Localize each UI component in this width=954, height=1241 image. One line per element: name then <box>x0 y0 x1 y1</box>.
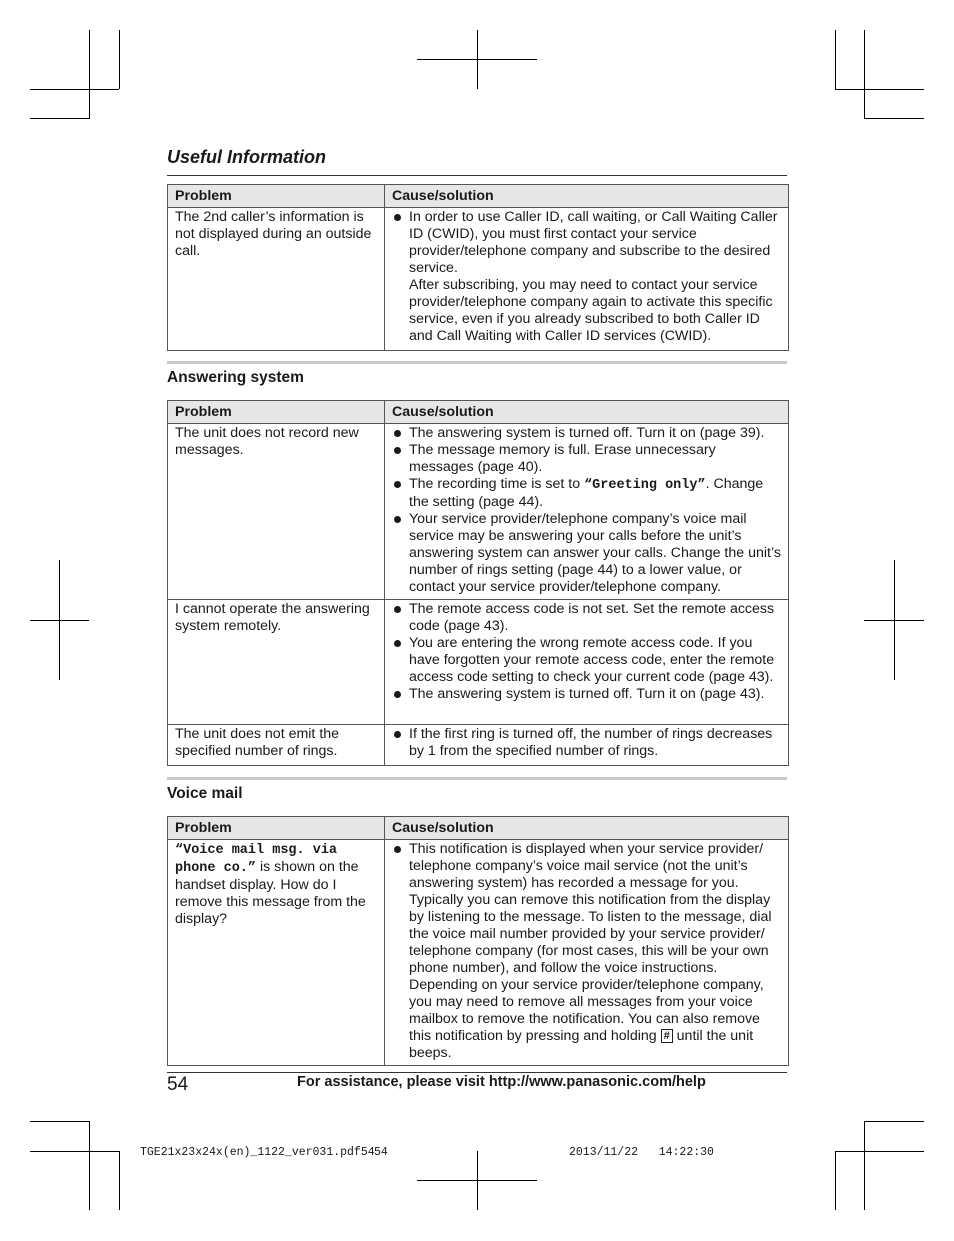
table-row <box>168 600 789 725</box>
table-row <box>168 208 789 351</box>
crop-mark <box>30 1121 89 1122</box>
solution-cell <box>385 424 789 600</box>
problem-cell: The unit does not record new messages. <box>168 424 385 600</box>
problem-text: is shown on the handset display. How do I remove this message from the display? <box>175 859 366 927</box>
solution-column-header: Cause/solution <box>385 185 789 208</box>
solution-bullet: The answering system is turned off. Turn it on (page 43). <box>392 686 781 703</box>
crop-mark <box>30 118 89 119</box>
solution-bullet <box>392 476 781 511</box>
solution-text: Typically you can remove this notification from the display by listening to the message. To listen to the message, dial the voice mail number provided by your service provider/ telephone company (for most cases, this will be your own phone number), and follow the voice instructions. <box>409 892 772 976</box>
title-divider <box>167 175 787 176</box>
solution-bullet: The message memory is full. Erase unnecessary messages (page 40). <box>392 442 781 476</box>
solution-column-header: Cause/solution <box>385 817 789 840</box>
solution-cell <box>385 208 789 351</box>
crop-mark <box>119 30 120 89</box>
solution-text: until the unit beeps. <box>409 1028 754 1061</box>
table-header-row <box>168 817 789 840</box>
section-heading-voice-mail: Voice mail <box>167 785 243 802</box>
problem-cell <box>168 840 385 1066</box>
crop-mark <box>89 30 90 119</box>
crop-mark <box>864 30 865 119</box>
table-header-row <box>168 401 789 424</box>
section-heading-answering: Answering system <box>167 369 304 386</box>
print-slug-page: 54 <box>374 1146 388 1159</box>
page-title: Useful Information <box>167 147 327 167</box>
problem-column-header: Problem <box>168 401 385 424</box>
bullet-text: The recording time is set to <box>409 476 585 492</box>
footer-divider <box>167 1072 787 1073</box>
section-separator <box>167 361 787 364</box>
solution-cell <box>385 600 789 725</box>
solution-cell <box>385 840 789 1066</box>
page-number: 54 <box>167 1074 189 1095</box>
crop-mark <box>864 1121 865 1210</box>
print-slug-datetime: 2013/11/22 14:22:30 <box>569 1146 714 1159</box>
display-message: “Greeting only” <box>584 478 706 493</box>
problem-cell: The 2nd caller’s information is not displayed during an outside call. <box>168 208 385 351</box>
solution-bullet <box>392 209 781 345</box>
problem-column-header: Problem <box>168 817 385 840</box>
table-row <box>168 725 789 766</box>
solution-cell <box>385 725 789 766</box>
caller-id-table <box>167 184 789 351</box>
crop-mark <box>30 89 119 90</box>
answering-system-table <box>167 400 789 766</box>
solution-text: This notification is displayed when your service provider/ telephone company’s voice mail service (not the unit’s answering system) has recorded a message for you. <box>409 841 764 891</box>
registration-mark <box>417 59 537 60</box>
registration-mark <box>30 620 89 621</box>
solution-bullet: Your service provider/telephone company’s voice mail service may be answering your calls before the unit’s answering system can answer your calls. Change the unit’s number of rings setting (page 44) to a lower value, or contact your service provider/telephone company. <box>392 511 781 596</box>
crop-mark <box>835 1151 836 1210</box>
problem-cell: I cannot operate the answering system remotely. <box>168 600 385 725</box>
crop-mark <box>864 1121 924 1122</box>
solution-text: Depending on your service provider/telephone company, you may need to remove all messages from your voice mailbox to remove the notification. You can also remove this notification by pressing and holding <box>409 977 764 1044</box>
table-row <box>168 424 789 600</box>
crop-mark <box>30 1151 119 1152</box>
bullet-text: . Change the setting (page 44). <box>409 476 764 510</box>
display-message: “Voice mail msg. via phone co.” <box>175 843 338 876</box>
problem-cell: The unit does not emit the specified number of rings. <box>168 725 385 766</box>
print-slug-file: TGE21x23x24x(en)_1122_ver031.pdf54 <box>140 1146 375 1159</box>
table-header-row <box>168 185 789 208</box>
solution-column-header: Cause/solution <box>385 401 789 424</box>
registration-mark <box>417 1180 537 1181</box>
assistance-link-text: For assistance, please visit http://www.panasonic.com/help <box>297 1074 706 1090</box>
voice-mail-table <box>167 816 789 1066</box>
section-separator <box>167 777 787 780</box>
crop-mark <box>89 1121 90 1210</box>
crop-mark <box>119 1151 120 1210</box>
table-row <box>168 840 789 1066</box>
hash-key-icon: # <box>661 1029 673 1043</box>
problem-column-header: Problem <box>168 185 385 208</box>
solution-bullet: The answering system is turned off. Turn it on (page 39). <box>392 425 781 442</box>
solution-text: After subscribing, you may need to contact your service provider/telephone company again to activate this specific service, even if you already subscribed to both Caller ID and Call Waiting with Caller ID services (CWID). <box>409 277 773 344</box>
solution-text: In order to use Caller ID, call waiting, or Call Waiting Caller ID (CWID), you must first contact your service provider/telephone company and subscribe to the desired service. <box>409 209 778 276</box>
solution-bullet: If the first ring is turned off, the number of rings decreases by 1 from the specified number of rings. <box>392 726 781 760</box>
crop-mark <box>835 89 924 90</box>
solution-bullet: The remote access code is not set. Set the remote access code (page 43). <box>392 601 781 635</box>
crop-mark <box>835 30 836 89</box>
crop-mark <box>864 118 924 119</box>
registration-mark <box>864 620 924 621</box>
solution-bullet <box>392 841 781 1062</box>
crop-mark <box>835 1151 924 1152</box>
solution-bullet: You are entering the wrong remote access code. If you have forgotten your remote access code, enter the remote access code setting to check your current code (page 43). <box>392 635 781 686</box>
